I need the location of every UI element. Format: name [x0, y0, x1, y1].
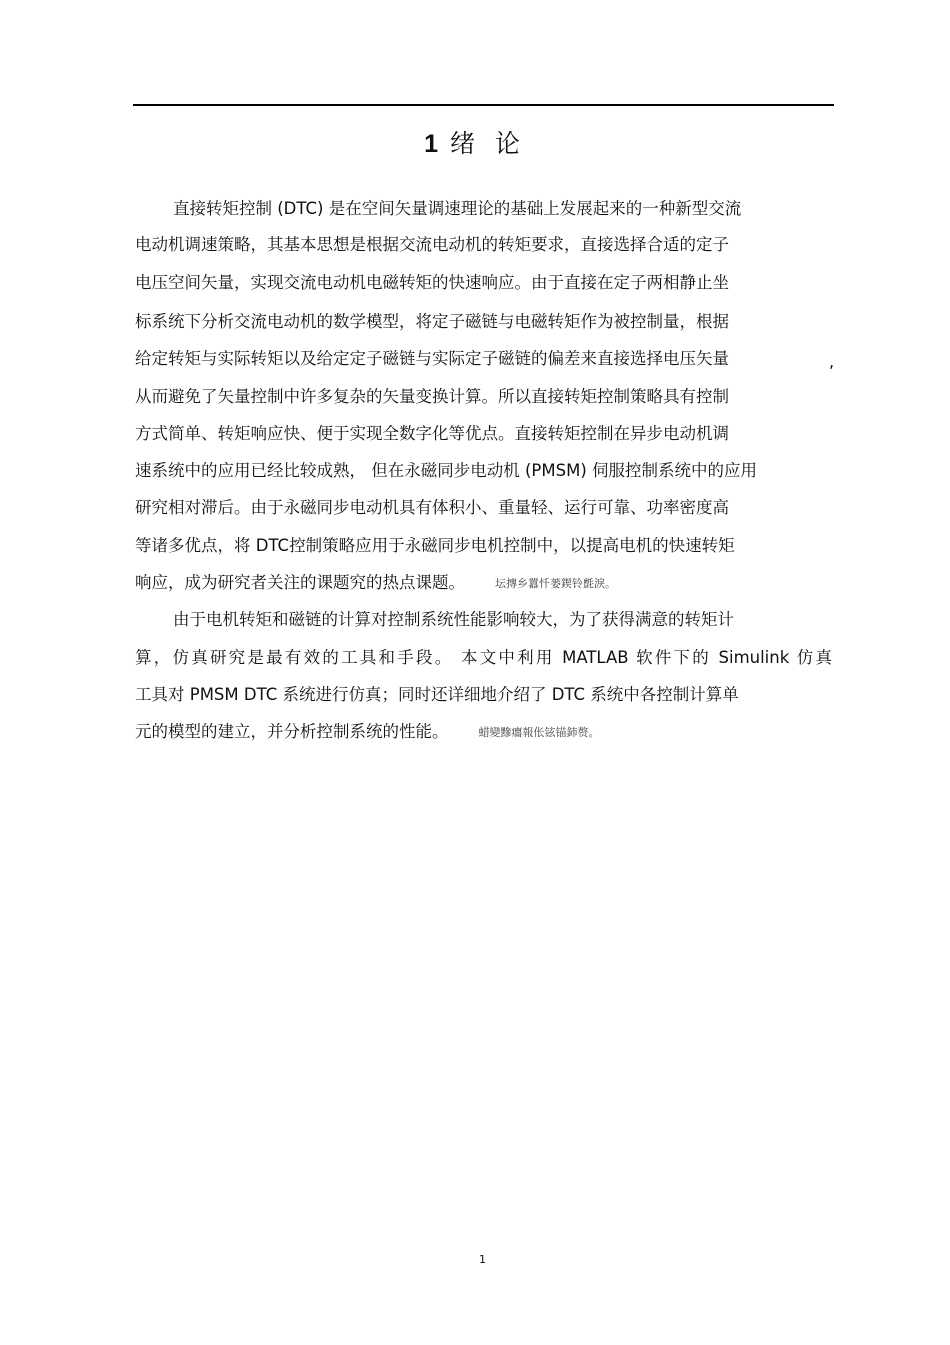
paragraph-1-line-8: 速系统中的应用已经比较成熟， 但在永磁同步电动机 (PMSM) 伺服控制系统中的应用 [135, 461, 758, 480]
chapter-title-text: 绪 论 [449, 129, 526, 158]
watermark-text-1: 坛摶乡囂忏蒌鍥铃氈淚。 [495, 577, 616, 590]
paragraph-2-line-4-text: 元的模型的建立，并分析控制系统的性能。 [135, 722, 449, 741]
paragraph-1-line-11-text: 响应，成为研究者关注的课题究的热点课题。 [135, 573, 465, 592]
chapter-title [0, 126, 950, 162]
paragraph-1-line-1: 直接转矩控制 (DTC) 是在空间矢量调速理论的基础上发展起来的一种新型交流 [173, 199, 742, 218]
paragraph-1-line-2: 电动机调速策略，其基本思想是根据交流电动机的转矩要求，直接选择合适的定子 [135, 235, 729, 254]
page-number: 1 [479, 1253, 486, 1266]
header-rule [133, 104, 834, 106]
paragraph-1-line-9: 研究相对滞后。由于永磁同步电动机具有体积小、重量轻、运行可靠、功率密度高 [135, 498, 729, 517]
paragraph-1-line-6: 从而避免了矢量控制中许多复杂的矢量变换计算。所以直接转矩控制策略具有控制 [135, 387, 729, 406]
paragraph-1-line-3: 电压空间矢量，实现交流电动机电磁转矩的快速响应。由于直接在定子两相静止坐 [135, 273, 729, 292]
chapter-number: 1 [424, 130, 444, 158]
paragraph-2-line-3: 工具对 PMSM DTC 系统进行仿真；同时还详细地介绍了 DTC 系统中各控制计算单 [135, 685, 739, 704]
paragraph-2-line-2: 算，仿真研究是最有效的工具和手段。 本文中利用 MATLAB 软件下的 Simulink 仿真 [135, 648, 832, 667]
paragraph-1-line-10: 等诸多优点，将 DTC控制策略应用于永磁同步电机控制中，以提高电机的快速转矩 [135, 536, 735, 555]
paragraph-1-line-4: 标系统下分析交流电动机的数学模型，将定子磁链与电磁转矩作为被控制量，根据 [135, 312, 729, 331]
paragraph-2-line-1: 由于电机转矩和磁链的计算对控制系统性能影响较大，为了获得满意的转矩计 [173, 610, 734, 629]
watermark-text-2: 蜡變黲癟報伥铉锚鈰赘。 [478, 726, 600, 739]
paragraph-1-line-7: 方式简单、转矩响应快、便于实现全数字化等优点。直接转矩控制在异步电动机调 [135, 424, 729, 443]
paragraph-1-line-11 [135, 570, 616, 596]
paragraph-2-line-4 [135, 719, 600, 745]
stray-comma: , [829, 352, 835, 371]
paragraph-1-line-5: 给定转矩与实际转矩以及给定定子磁链与实际定子磁链的偏差来直接选择电压矢量 [135, 349, 729, 368]
